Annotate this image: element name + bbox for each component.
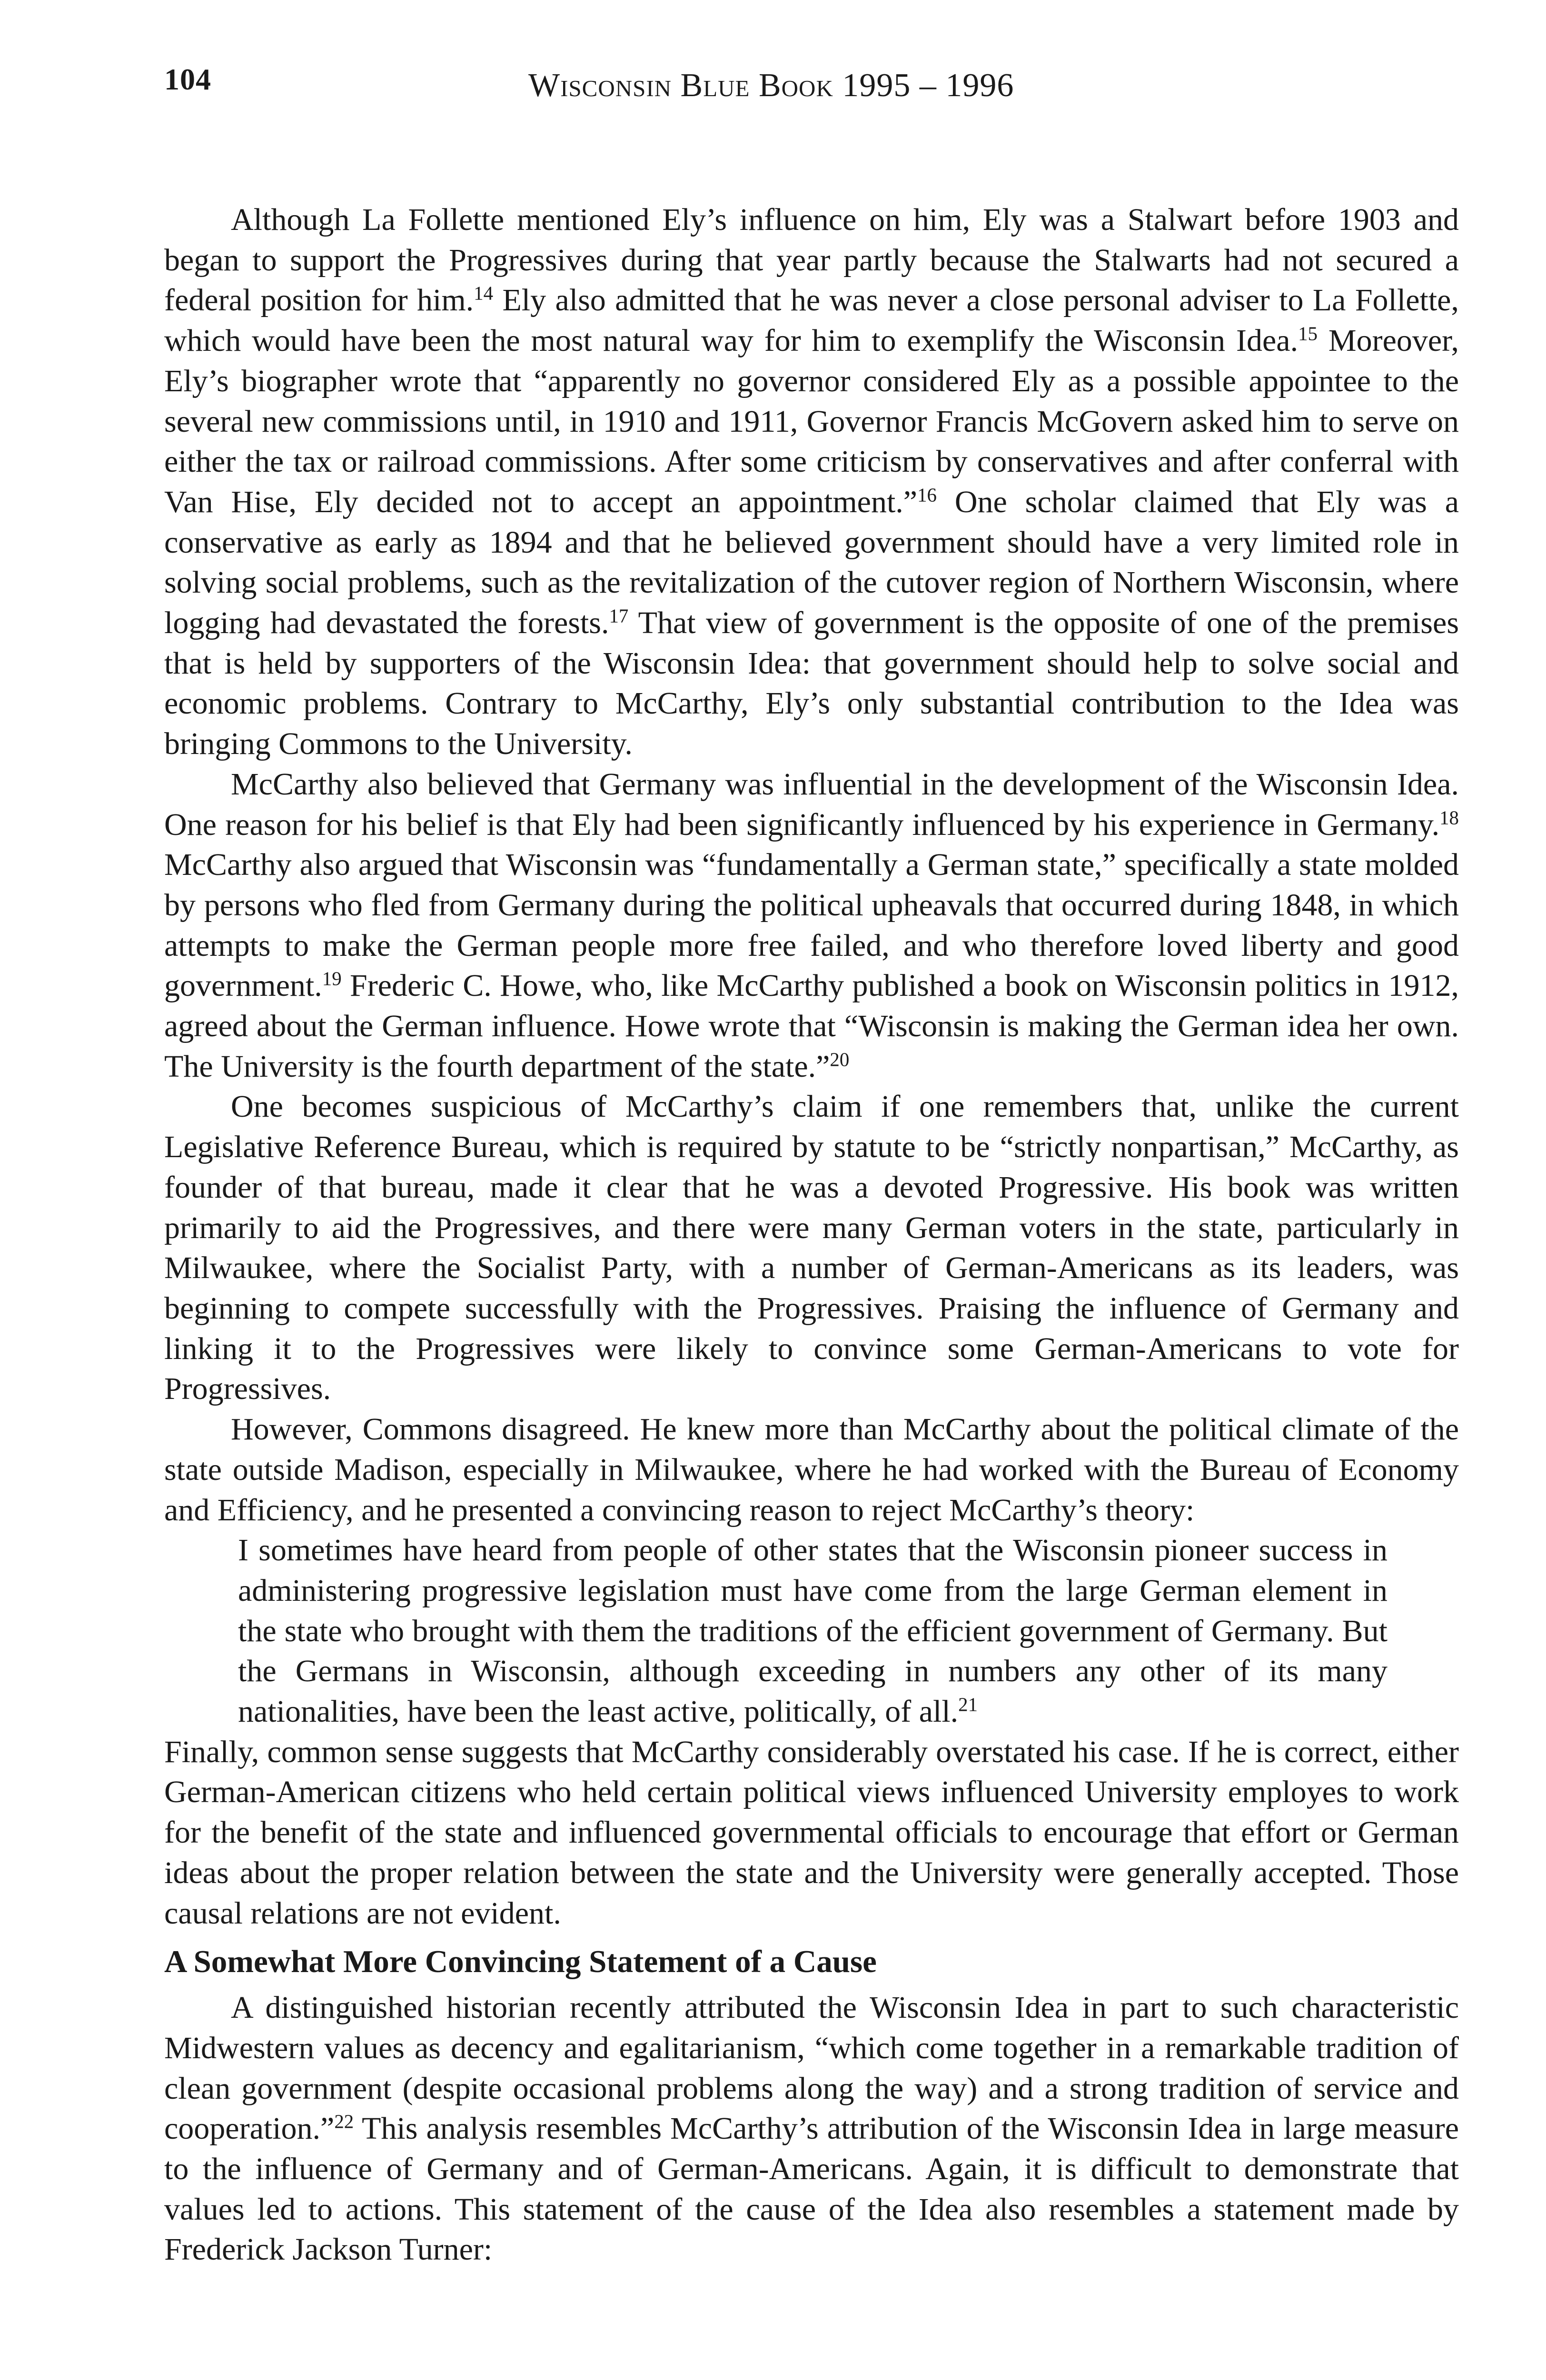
body-text [164,200,1459,2270]
footnote-ref: 16 [917,484,937,506]
paragraph-text: Although La Follette mentioned Ely’s influence on him, Ely was a Stalwart before 1903 and began to support the Progressives during that year partly because the Stalwarts had not secured a federal position for him. [164,202,1459,318]
paragraph-text: Moreover, Ely’s biographer wrote that “apparently no governor considered Ely as a possible appointee to the several new commissions until, in 1910 and 1911, Governor Francis McGovern asked him to serve on either the tax or railroad commissions. After some criticism by conservatives and after conferral with Van Hise, Ely decided not to accept an appointment.” [164,323,1459,519]
footnote-ref: 19 [322,968,342,990]
page-number: 104 [164,62,211,96]
block-quote [238,1530,1387,1732]
paragraph-text: However, Commons disagreed. He knew more than McCarthy about the political climate of the state outside Madison, especially in Milwaukee, where he had worked with the Bureau of Economy and Efficiency, and he presented a convincing reason to reject McCarthy’s theory: [164,1412,1459,1527]
footnote-ref: 15 [1298,323,1318,345]
paragraph-suspicious [164,1087,1459,1409]
footnote-ref: 22 [334,2111,354,2132]
paragraph-text: One scholar claimed that Ely was a conservative as early as 1894 and that he believed government should have a very limited role in solving social problems, such as the revitalization of the cutover region of Northern Wisconsin, where logging had devastated the forests. [164,484,1459,641]
paragraph-text: This analysis resembles McCarthy’s attribution of the Wisconsin Idea in large measure to the influence of Germany and of German-Americans. Again, it is difficult to demonstrate that values led to actions. This statement of the cause of the Idea also resembles a statement made by Frederick Jackson Turner: [164,2111,1459,2267]
paragraph-ely [164,200,1459,764]
section-heading: A Somewhat More Convincing Statement of a Cause [164,1944,877,1980]
footnote-ref: 14 [474,282,494,304]
paragraph-text: Ely also admitted that he was never a close personal adviser to La Follette, which would have been the most natural way for him to exemplify the Wisconsin Idea. [164,283,1459,358]
paragraph-historian [164,1988,1459,2270]
running-head [0,62,1546,114]
quote-text: I sometimes have heard from people of other states that the Wisconsin pioneer success in administering progressive legislation must have come from the large German element in the state who brought with them the traditions of the efficient government of Germany. But the Germans in Wisconsin, although exceeding in numbers any other of its many nationalities, have been the least active, politically, of all. [238,1533,1387,1729]
paragraph-text: That view of government is the opposite of one of the premises that is held by supporters of the Wisconsin Idea: that government should help to solve social and economic problems. Contrary to McCarthy, Ely’s only substantial contribution to the Idea was bringing Commons to the University. [164,605,1459,762]
footnote-ref: 17 [609,605,629,627]
footnote-ref: 20 [830,1049,850,1071]
book-title: Wisconsin Blue Book 1995 – 1996 [528,67,1014,104]
paragraph-germany [164,764,1459,1087]
paragraph-text: McCarthy also argued that Wisconsin was “fundamentally a German state,” specifically a state molded by persons who fled from Germany during the political upheavals that occurred during 1848, in which attempts to make the German people more free failed, and who therefore loved liberty and good government. [164,847,1459,1003]
paragraph-commons [164,1409,1459,1530]
footnote-ref: 18 [1439,807,1459,829]
paragraph-text: Frederic C. Howe, who, like McCarthy published a book on Wisconsin politics in 1912, agreed about the German influence. Howe wrote that “Wisconsin is making the German idea her own. The University is the fourth department of the state.” [164,968,1459,1084]
paragraph-text: Finally, common sense suggests that McCarthy considerably overstated his case. If he is correct, either German-American citizens who held certain political views influenced University employes to work for the benefit of the state and influenced governmental officials to encourage that effort or German ideas about the proper relation between the state and the University were generally accepted. Those causal relations are not evident. [164,1734,1459,1931]
paragraph-text: A distinguished historian recently attributed the Wisconsin Idea in part to such characteristic Midwestern values as decency and egalitarianism, “which come together in a remarkable tradition of clean government (despite occasional problems along the way) and a strong tradition of service and cooperation.” [164,1990,1459,2146]
paragraph-common-sense [164,1732,1459,1934]
paragraph-text: McCarthy also believed that Germany was influential in the development of the Wisconsin Idea. One reason for his belief is that Ely had been significantly influenced by his experience in Germany. [164,766,1459,842]
footnote-ref: 21 [958,1694,978,1716]
paragraph-text: One becomes suspicious of McCarthy’s claim if one remembers that, unlike the current Legislative Reference Bureau, which is required by statute to be “strictly nonpartisan,” McCarthy, as founder of that bureau, made it clear that he was a devoted Progressive. His book was written primarily to aid the Progressives, and there were many German voters in the state, particularly in Milwaukee, where the Socialist Party, with a number of German-Americans as its leaders, was beginning to compete successfully with the Progressives. Praising the influence of Germany and linking it to the Progressives were likely to convince some German-Americans to vote for Progressives. [164,1089,1459,1407]
